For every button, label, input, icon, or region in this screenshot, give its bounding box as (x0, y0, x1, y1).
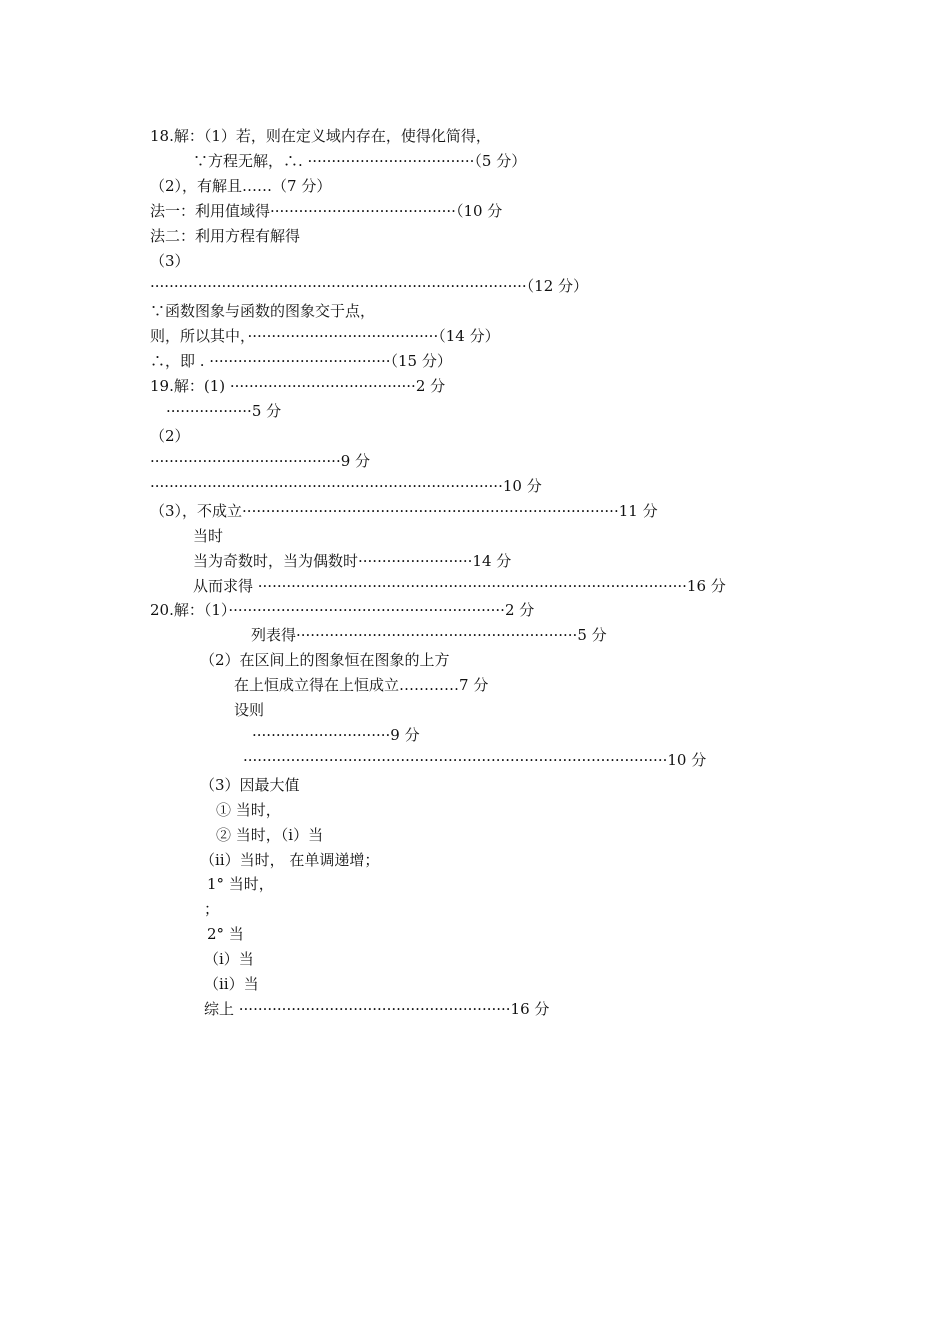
solution-line: 当时 (193, 527, 224, 545)
solution-line: （3），不成立···············································································11 分 (150, 502, 658, 520)
solution-line: 在上恒成立得在上恒成立…………7 分 (234, 676, 489, 694)
solution-line: 当为奇数时，当为偶数时························14 分 (193, 552, 512, 570)
solution-line: （2）在区间上的图象恒在图象的上方 (200, 651, 450, 669)
solution-line: ∵函数图象与函数的图象交于点， (150, 302, 376, 320)
solution-line: （ⅰ）当 (204, 950, 254, 968)
solution-line: 综上 ·························································16 分 (204, 1000, 550, 1018)
solution-line: （3）因最大值 (200, 776, 300, 794)
solution-line: ； (204, 900, 220, 918)
solution-line: （ⅱ）当 (204, 975, 259, 993)
solution-line: 则，所以其中，········································（14 分） (150, 327, 500, 345)
solution-line: ··················5 分 (166, 402, 282, 420)
solution-line: 从而求得 ··························································································16 分 (193, 577, 726, 595)
solution-line: （2） (150, 427, 190, 445)
solution-line: ∵方程无解，∴. ···································（5 分） (193, 152, 527, 170)
solution-line: ···············································································（12 分） (150, 277, 589, 295)
solution-line: 2° 当 (207, 925, 244, 943)
solution-line: 18.解：（1）若，则在定义域内存在，使得化简得， (150, 127, 491, 145)
solution-line: ∴，即 . ······································（15 分） (150, 352, 452, 370)
solution-line: （ⅱ）当时， 在单调递增； (200, 851, 380, 869)
solution-line: 19.解：(1) ·······································2 分 (150, 377, 446, 395)
solution-line: 1° 当时， (207, 875, 274, 893)
solution-line: ········································9 分 (150, 452, 371, 470)
solution-line: ··········································································10 分 (150, 477, 542, 495)
solution-line: 列表得···························································5 分 (251, 626, 607, 644)
solution-line: 20.解：（1）··························································2 分 (150, 601, 535, 619)
solution-line: 设则 (234, 701, 265, 719)
solution-line: （2），有解且……（7 分） (150, 177, 332, 195)
solution-line: ② 当时，（ⅰ）当 (216, 826, 324, 844)
solution-line: （3） (150, 252, 190, 270)
solution-line: ·························································································10 分 (243, 751, 707, 769)
solution-line: 法二：利用方程有解得 (150, 227, 301, 245)
solution-line: 法一：利用值域得·······································（10 分 (150, 202, 503, 220)
solution-line: ·····························9 分 (252, 726, 420, 744)
solution-line: ① 当时， (216, 801, 281, 819)
